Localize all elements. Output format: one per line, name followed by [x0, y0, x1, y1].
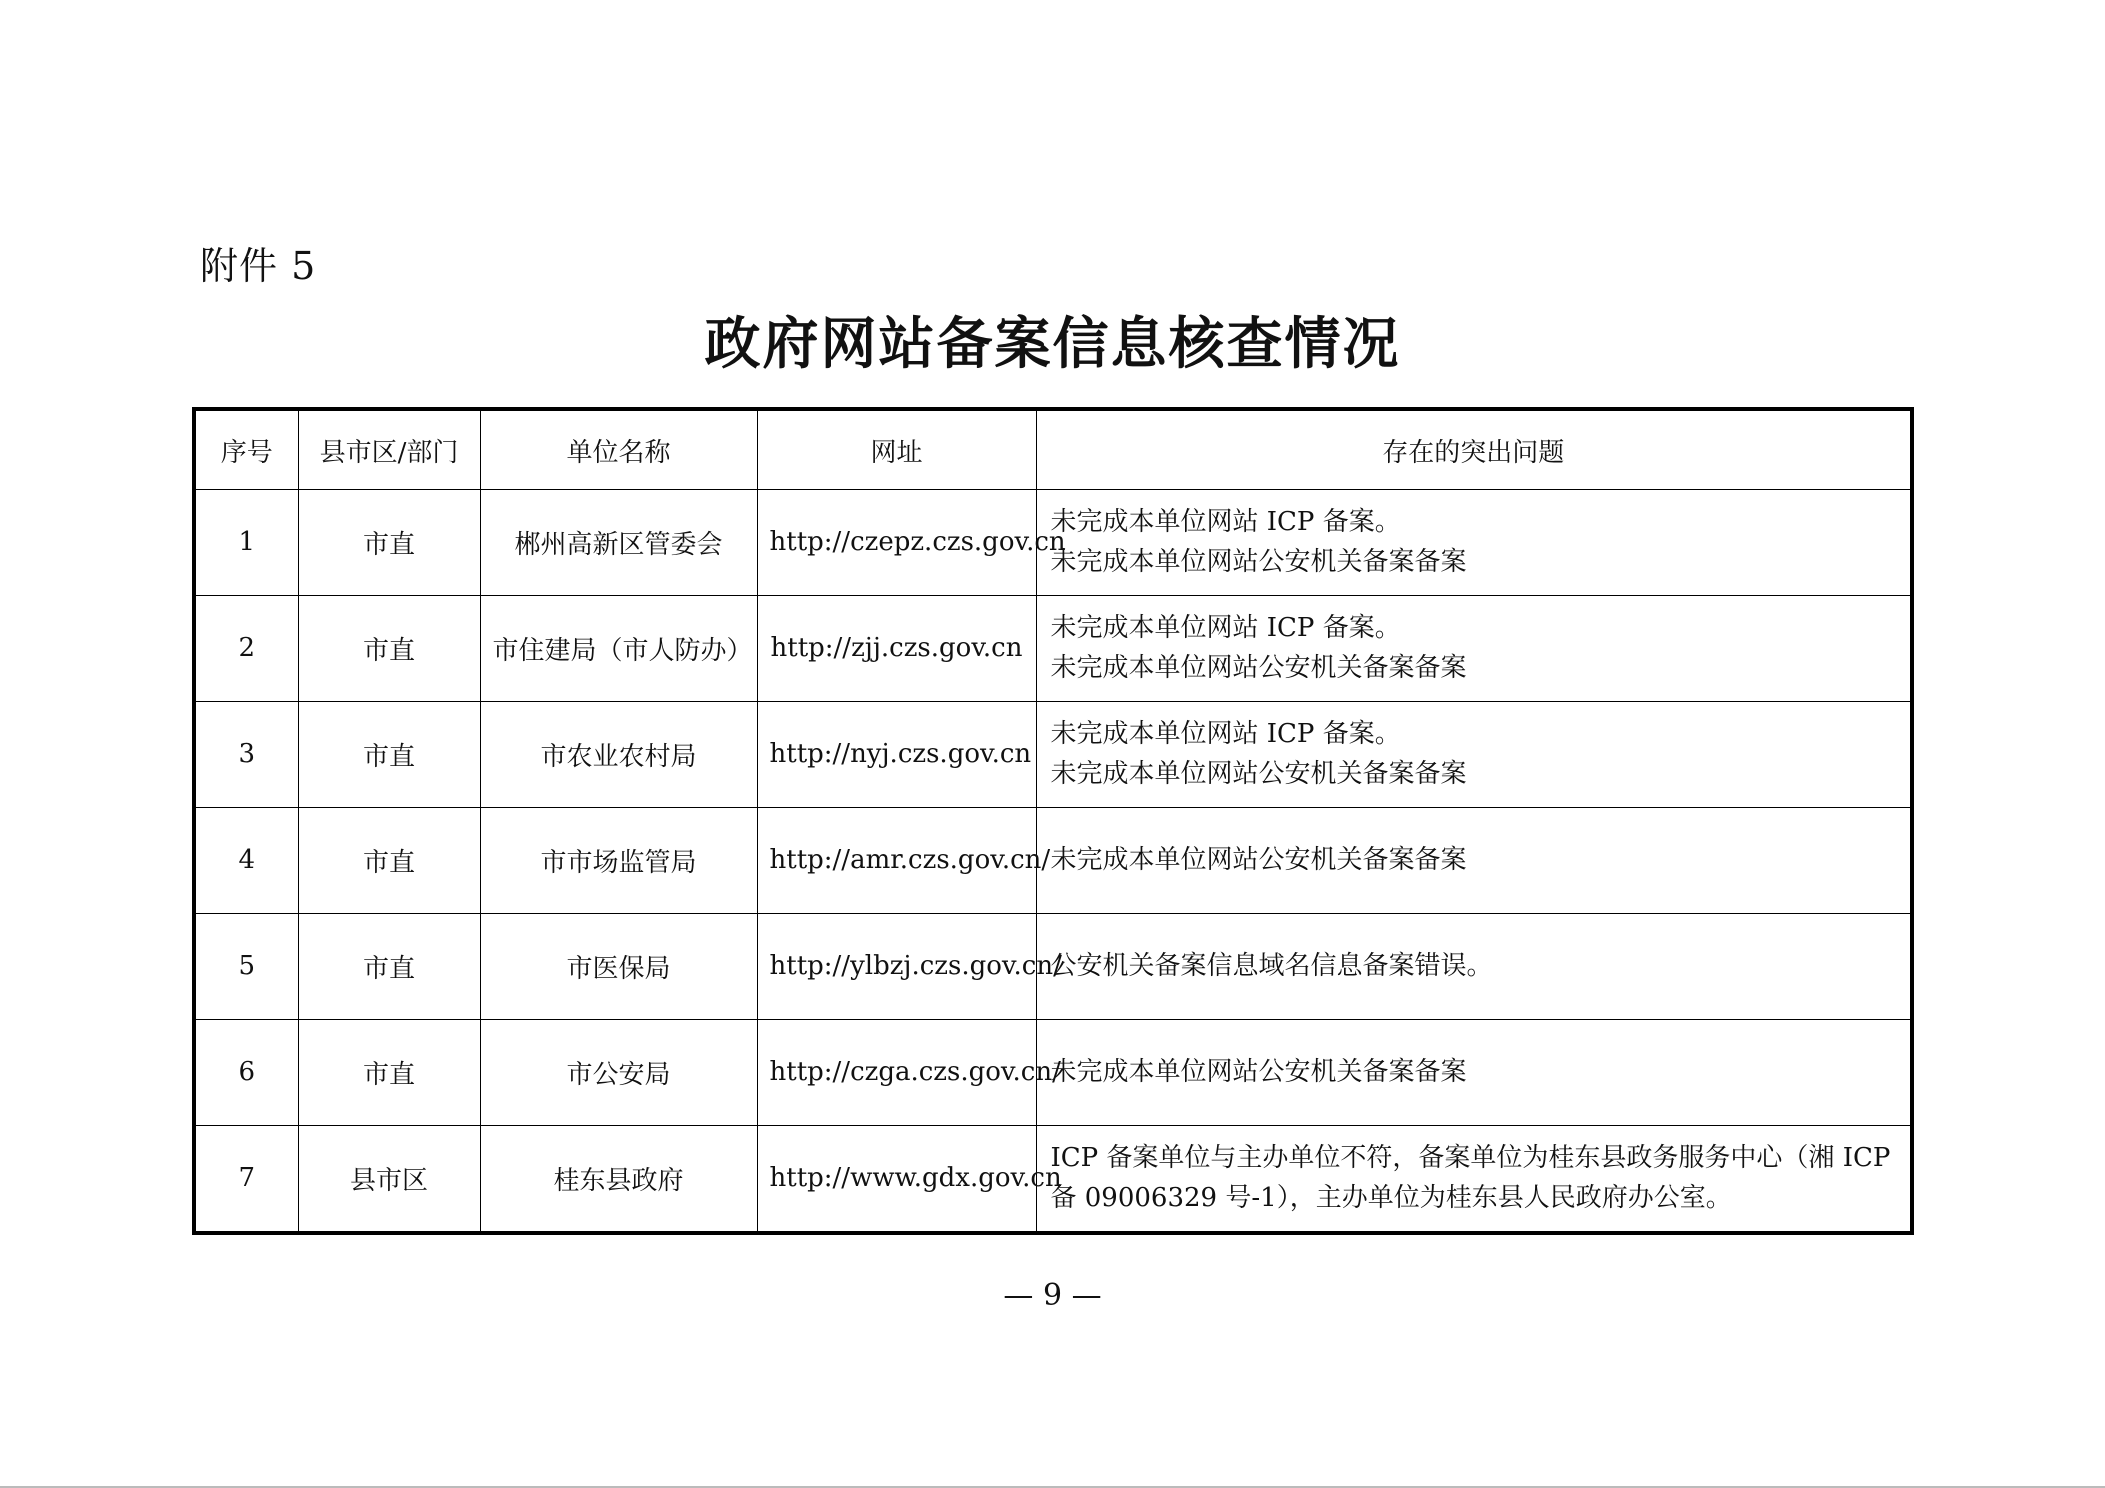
- row-district: 市直: [298, 913, 480, 1019]
- row-number: 3: [194, 701, 298, 807]
- row-unit-name: 市住建局（市人防办）: [480, 595, 757, 701]
- row-district: 市直: [298, 701, 480, 807]
- issue-line: 未完成本单位网站公安机关备案备案: [1050, 1057, 1467, 1088]
- issue-line: 未完成本单位网站公安机关备案备案: [1050, 845, 1467, 876]
- issue-line: 未完成本单位网站公安机关备案备案: [1050, 653, 1467, 684]
- row-url: http://www.gdx.gov.cn: [757, 1125, 1036, 1233]
- row-issues: [1036, 913, 1912, 1019]
- row-url: http://czga.czs.gov.cn/: [757, 1019, 1036, 1125]
- row-unit-name: 市公安局: [480, 1019, 757, 1125]
- row-number: 6: [194, 1019, 298, 1125]
- website-filing-table: [192, 407, 1914, 1235]
- row-district: 市直: [298, 1019, 480, 1125]
- row-unit-name: 郴州高新区管委会: [480, 490, 757, 596]
- row-unit-name: 市农业农村局: [480, 701, 757, 807]
- row-district: 市直: [298, 807, 480, 913]
- row-issues: [1036, 807, 1912, 913]
- row-district: 市直: [298, 490, 480, 596]
- table-row: [194, 1019, 1912, 1125]
- row-district: 县市区: [298, 1125, 480, 1233]
- row-number: 4: [194, 807, 298, 913]
- row-unit-name: 市市场监管局: [480, 807, 757, 913]
- row-issues: [1036, 595, 1912, 701]
- row-unit-name: 桂东县政府: [480, 1125, 757, 1233]
- table-row: [194, 490, 1912, 596]
- column-header-issues: 存在的突出问题: [1036, 409, 1912, 490]
- column-header-unit: 单位名称: [480, 409, 757, 490]
- row-issues: [1036, 701, 1912, 807]
- issue-line: 未完成本单位网站 ICP 备案。: [1050, 507, 1401, 538]
- row-issues: [1036, 490, 1912, 596]
- column-header-district: 县市区/部门: [298, 409, 480, 490]
- page-number: — 9 —: [1003, 1278, 1102, 1313]
- row-number: 5: [194, 913, 298, 1019]
- row-issues: [1036, 1019, 1912, 1125]
- document-title: 政府网站备案信息核查情况: [704, 311, 1401, 377]
- row-url: http://zjj.czs.gov.cn: [757, 595, 1036, 701]
- row-number: 2: [194, 595, 298, 701]
- issue-line: 公安机关备案信息域名信息备案错误。: [1050, 951, 1493, 982]
- table-row: [194, 1125, 1912, 1233]
- row-url: http://ylbzj.czs.gov.cn/: [757, 913, 1036, 1019]
- issue-line: ICP 备案单位与主办单位不符，备案单位为桂东县政务服务中心（湘 ICP: [1050, 1143, 1891, 1174]
- table-row: [194, 701, 1912, 807]
- issue-line: 未完成本单位网站公安机关备案备案: [1050, 759, 1467, 790]
- issue-line: 未完成本单位网站 ICP 备案。: [1050, 719, 1401, 750]
- issue-line: 未完成本单位网站公安机关备案备案: [1050, 547, 1467, 578]
- issue-line: 未完成本单位网站 ICP 备案。: [1050, 613, 1401, 644]
- table-header-row: [194, 409, 1912, 490]
- attachment-label: 附件 5: [200, 244, 317, 288]
- table-row: [194, 595, 1912, 701]
- row-number: 7: [194, 1125, 298, 1233]
- table-row: [194, 807, 1912, 913]
- column-header-no: 序号: [194, 409, 298, 490]
- column-header-url: 网址: [757, 409, 1036, 490]
- row-issues: [1036, 1125, 1912, 1233]
- row-url: http://amr.czs.gov.cn/: [757, 807, 1036, 913]
- issue-line: 备 09006329 号-1），主办单位为桂东县人民政府办公室。: [1050, 1183, 1732, 1214]
- table-row: [194, 913, 1912, 1019]
- row-district: 市直: [298, 595, 480, 701]
- row-unit-name: 市医保局: [480, 913, 757, 1019]
- row-number: 1: [194, 490, 298, 596]
- row-url: http://nyj.czs.gov.cn: [757, 701, 1036, 807]
- row-url: http://czepz.czs.gov.cn: [757, 490, 1036, 596]
